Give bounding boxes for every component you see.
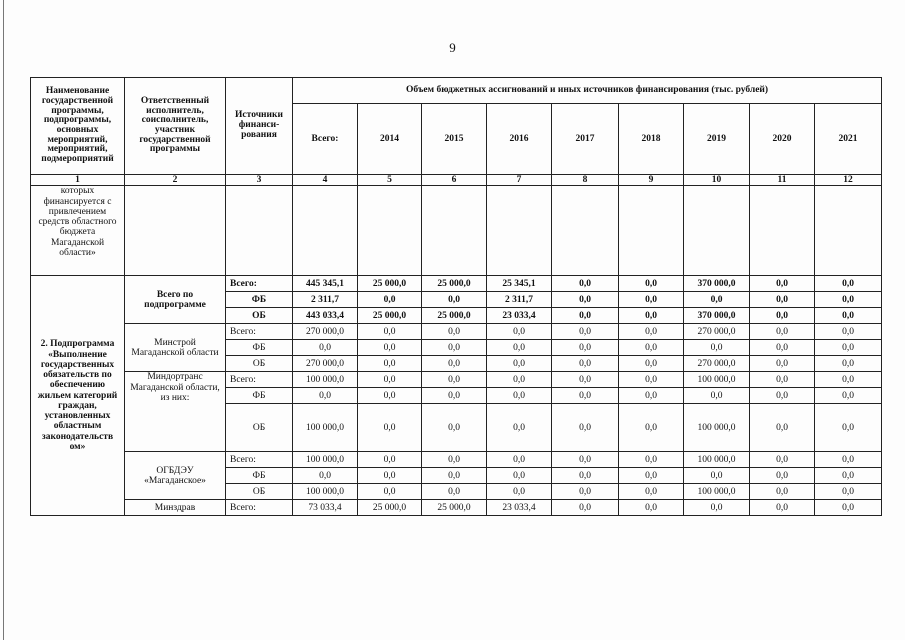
value-cell: 0,0 <box>552 500 619 516</box>
value-cell: 0,0 <box>684 340 750 356</box>
value-cell: 0,0 <box>619 356 684 372</box>
value-cell: 0,0 <box>358 404 422 452</box>
value-cell: 0,0 <box>358 340 422 356</box>
value-cell: 25 000,0 <box>422 276 487 292</box>
value-cell: 0,0 <box>815 324 882 340</box>
value-cell: 0,0 <box>487 356 552 372</box>
value-cell: 2 311,7 <box>293 292 358 308</box>
value-cell: 0,0 <box>358 356 422 372</box>
value-cell: 0,0 <box>815 468 882 484</box>
value-cell: 0,0 <box>619 388 684 404</box>
value-cell: 0,0 <box>750 324 815 340</box>
value-cell: 0,0 <box>293 340 358 356</box>
value-cell: 100 000,0 <box>293 372 358 388</box>
value-cell: 0,0 <box>750 484 815 500</box>
value-cell: 25 000,0 <box>358 500 422 516</box>
column-number: 8 <box>552 175 619 186</box>
value-cell: 0,0 <box>358 292 422 308</box>
value-cell: 370 000,0 <box>684 308 750 324</box>
value-cell: 0,0 <box>815 500 882 516</box>
source-label: Всего: <box>226 452 293 468</box>
column-number: 4 <box>293 175 358 186</box>
header-year: 2021 <box>815 104 882 175</box>
table-row <box>31 452 882 468</box>
executor-name: ОГБДЭУ «Магаданское» <box>125 452 226 500</box>
value-cell: 25 000,0 <box>358 276 422 292</box>
value-cell: 0,0 <box>422 404 487 452</box>
table-row <box>31 500 882 516</box>
value-cell: 0,0 <box>815 404 882 452</box>
executor-name: Миндортранс Магаданской области, из них: <box>125 372 226 452</box>
source-label: ФБ <box>226 292 293 308</box>
header-year: 2016 <box>487 104 552 175</box>
executor-name: Минстрой Магаданской области <box>125 324 226 372</box>
value-cell: 443 033,4 <box>293 308 358 324</box>
value-cell: 0,0 <box>815 292 882 308</box>
value-cell: 0,0 <box>619 500 684 516</box>
value-cell: 0,0 <box>487 324 552 340</box>
header-year: 2015 <box>422 104 487 175</box>
value-cell: 0,0 <box>552 452 619 468</box>
value-cell: 0,0 <box>619 308 684 324</box>
value-cell: 0,0 <box>422 388 487 404</box>
continuation-row <box>31 186 882 276</box>
value-cell: 23 033,4 <box>487 308 552 324</box>
value-cell: 0,0 <box>750 404 815 452</box>
value-cell: 0,0 <box>422 356 487 372</box>
value-cell: 0,0 <box>815 484 882 500</box>
value-cell: 0,0 <box>422 340 487 356</box>
column-number: 11 <box>750 175 815 186</box>
value-cell: 0,0 <box>358 372 422 388</box>
value-cell: 0,0 <box>619 452 684 468</box>
column-number: 5 <box>358 175 422 186</box>
value-cell: 0,0 <box>815 308 882 324</box>
value-cell: 0,0 <box>422 372 487 388</box>
value-cell: 0,0 <box>750 500 815 516</box>
value-cell: 0,0 <box>552 372 619 388</box>
value-cell: 73 033,4 <box>293 500 358 516</box>
value-cell: 0,0 <box>750 308 815 324</box>
value-cell: 0,0 <box>750 292 815 308</box>
value-cell: 270 000,0 <box>684 356 750 372</box>
value-cell: 23 033,4 <box>487 500 552 516</box>
value-cell: 0,0 <box>422 468 487 484</box>
source-label: Всего: <box>226 500 293 516</box>
page-binding-line <box>3 0 4 640</box>
value-cell: 0,0 <box>552 324 619 340</box>
value-cell: 0,0 <box>750 452 815 468</box>
source-label: ФБ <box>226 388 293 404</box>
value-cell: 0,0 <box>422 484 487 500</box>
value-cell: 25 000,0 <box>358 308 422 324</box>
header-sources: Источники финанси-рования <box>226 78 293 175</box>
value-cell: 0,0 <box>619 276 684 292</box>
value-cell: 370 000,0 <box>684 276 750 292</box>
source-label: ОБ <box>226 356 293 372</box>
value-cell: 100 000,0 <box>684 372 750 388</box>
source-label: ФБ <box>226 468 293 484</box>
value-cell: 2 311,7 <box>487 292 552 308</box>
header-year: 2017 <box>552 104 619 175</box>
column-number: 1 <box>31 175 125 186</box>
value-cell: 0,0 <box>684 500 750 516</box>
value-cell: 0,0 <box>619 484 684 500</box>
value-cell: 445 345,1 <box>293 276 358 292</box>
column-number: 6 <box>422 175 487 186</box>
source-label: ОБ <box>226 484 293 500</box>
value-cell: 100 000,0 <box>684 452 750 468</box>
value-cell: 0,0 <box>750 372 815 388</box>
value-cell: 0,0 <box>815 372 882 388</box>
source-label: ОБ <box>226 404 293 452</box>
column-number: 9 <box>619 175 684 186</box>
value-cell: 0,0 <box>552 484 619 500</box>
column-numbers-row <box>31 175 882 186</box>
value-cell: 100 000,0 <box>684 484 750 500</box>
header-year: 2019 <box>684 104 750 175</box>
value-cell: 0,0 <box>358 468 422 484</box>
executor-name: Минздрав <box>125 500 226 516</box>
table-row <box>31 324 882 340</box>
header-year: 2014 <box>358 104 422 175</box>
table-row <box>31 372 882 388</box>
value-cell: 0,0 <box>750 276 815 292</box>
budget-table <box>30 77 882 516</box>
value-cell: 0,0 <box>552 276 619 292</box>
source-label: Всего: <box>226 372 293 388</box>
value-cell: 0,0 <box>684 388 750 404</box>
value-cell: 0,0 <box>750 356 815 372</box>
source-label: ФБ <box>226 340 293 356</box>
column-number: 7 <box>487 175 552 186</box>
value-cell: 25 000,0 <box>422 500 487 516</box>
value-cell: 100 000,0 <box>293 452 358 468</box>
value-cell: 0,0 <box>487 340 552 356</box>
column-number: 12 <box>815 175 882 186</box>
column-number: 3 <box>226 175 293 186</box>
value-cell: 0,0 <box>684 292 750 308</box>
value-cell: 0,0 <box>750 340 815 356</box>
value-cell: 0,0 <box>293 468 358 484</box>
header-name: Наименование государственной программы, подпрограммы, основных мероприятий, мероприятий, подмероприятий <box>31 78 125 175</box>
value-cell: 25 345,1 <box>487 276 552 292</box>
value-cell: 0,0 <box>619 372 684 388</box>
value-cell: 0,0 <box>619 404 684 452</box>
executor-name: Всего по подпрограмме <box>125 276 226 324</box>
value-cell: 270 000,0 <box>293 356 358 372</box>
value-cell: 0,0 <box>422 452 487 468</box>
column-number: 10 <box>684 175 750 186</box>
value-cell: 0,0 <box>815 356 882 372</box>
value-cell: 0,0 <box>552 308 619 324</box>
value-cell: 0,0 <box>487 484 552 500</box>
value-cell: 25 000,0 <box>422 308 487 324</box>
header-volume: Объем бюджетных ассигнований и иных источников финансирования (тыс. рублей) <box>293 78 882 104</box>
value-cell: 0,0 <box>358 388 422 404</box>
value-cell: 0,0 <box>552 468 619 484</box>
value-cell: 100 000,0 <box>293 484 358 500</box>
value-cell: 0,0 <box>293 388 358 404</box>
value-cell: 0,0 <box>358 452 422 468</box>
value-cell: 0,0 <box>358 324 422 340</box>
header-executor: Ответственный исполнитель, соисполнитель, участник государственной программы <box>125 78 226 175</box>
value-cell: 0,0 <box>552 340 619 356</box>
source-label: Всего: <box>226 276 293 292</box>
value-cell: 0,0 <box>552 388 619 404</box>
value-cell: 0,0 <box>684 468 750 484</box>
value-cell: 0,0 <box>487 388 552 404</box>
value-cell: 0,0 <box>815 452 882 468</box>
source-label: ОБ <box>226 308 293 324</box>
value-cell: 0,0 <box>552 404 619 452</box>
header-year: 2020 <box>750 104 815 175</box>
source-label: Всего: <box>226 324 293 340</box>
value-cell: 0,0 <box>750 388 815 404</box>
header-total: Всего: <box>293 104 358 175</box>
value-cell: 0,0 <box>487 468 552 484</box>
value-cell: 0,0 <box>619 324 684 340</box>
value-cell: 0,0 <box>487 452 552 468</box>
value-cell: 0,0 <box>815 340 882 356</box>
value-cell: 100 000,0 <box>684 404 750 452</box>
value-cell: 0,0 <box>552 292 619 308</box>
header-year: 2018 <box>619 104 684 175</box>
page-number: 9 <box>449 40 456 55</box>
column-number: 2 <box>125 175 226 186</box>
value-cell: 0,0 <box>815 276 882 292</box>
value-cell: 0,0 <box>422 292 487 308</box>
value-cell: 270 000,0 <box>684 324 750 340</box>
value-cell: 0,0 <box>750 468 815 484</box>
value-cell: 0,0 <box>815 388 882 404</box>
value-cell: 0,0 <box>358 484 422 500</box>
value-cell: 0,0 <box>422 324 487 340</box>
value-cell: 0,0 <box>552 356 619 372</box>
value-cell: 0,0 <box>619 468 684 484</box>
value-cell: 0,0 <box>619 340 684 356</box>
value-cell: 0,0 <box>619 292 684 308</box>
table-row <box>31 276 882 292</box>
value-cell: 100 000,0 <box>293 404 358 452</box>
continuation-text: которых финансируется с привлечением средств областного бюджета Магаданской области» <box>31 186 125 276</box>
value-cell: 270 000,0 <box>293 324 358 340</box>
subprogram-name: 2. Подпрограмма «Выполнение государственных обязательств по обеспечению жильем категорий граждан, установленных областным законодательств ом» <box>31 276 125 516</box>
value-cell: 0,0 <box>487 372 552 388</box>
value-cell: 0,0 <box>487 404 552 452</box>
